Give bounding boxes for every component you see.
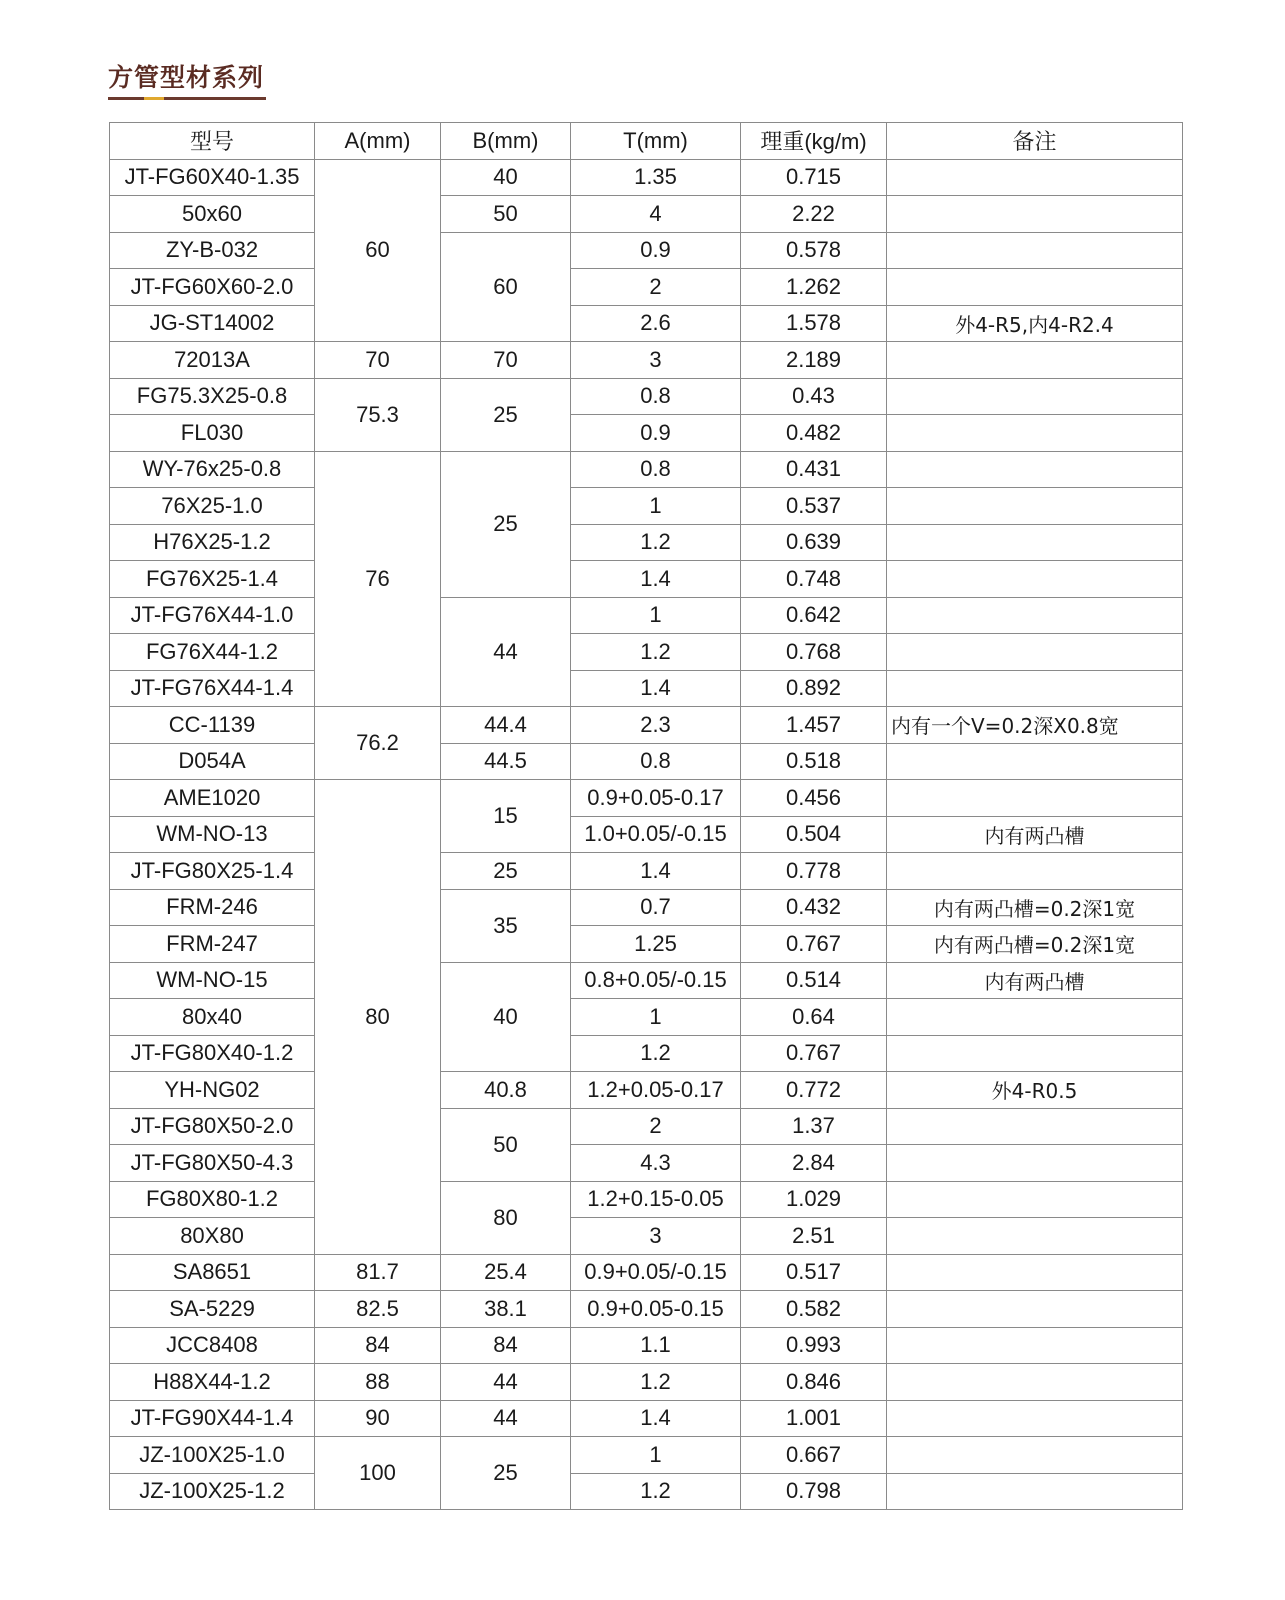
cell-note	[887, 1145, 1183, 1182]
cell-t: 0.9	[571, 232, 741, 269]
cell-weight: 0.772	[741, 1072, 887, 1109]
cell-model: FG76X44-1.2	[110, 634, 315, 671]
cell-note: 外4-R0.5	[887, 1072, 1183, 1109]
section-header	[108, 62, 266, 100]
cell-model: 80X80	[110, 1218, 315, 1255]
cell-weight: 2.22	[741, 196, 887, 233]
table-row	[110, 1291, 1183, 1328]
cell-t: 1.4	[571, 853, 741, 890]
table-row	[110, 1437, 1183, 1474]
cell-a: 84	[315, 1327, 441, 1364]
cell-model: ZY-B-032	[110, 232, 315, 269]
cell-t: 1.2	[571, 524, 741, 561]
cell-weight: 0.537	[741, 488, 887, 525]
cell-note	[887, 1181, 1183, 1218]
cell-note	[887, 1327, 1183, 1364]
cell-note: 外4-R5,内4-R2.4	[887, 305, 1183, 342]
table-row	[110, 1400, 1183, 1437]
cell-t: 1.4	[571, 561, 741, 598]
cell-note	[887, 1035, 1183, 1072]
cell-weight: 2.51	[741, 1218, 887, 1255]
cell-model: JT-FG80X50-4.3	[110, 1145, 315, 1182]
cell-model: 50x60	[110, 196, 315, 233]
cell-note	[887, 269, 1183, 306]
cell-weight: 2.84	[741, 1145, 887, 1182]
cell-b: 25.4	[441, 1254, 571, 1291]
cell-b: 25	[441, 378, 571, 451]
cell-weight: 0.456	[741, 780, 887, 817]
cell-weight: 0.715	[741, 159, 887, 196]
cell-b: 60	[441, 232, 571, 342]
cell-a: 100	[315, 1437, 441, 1510]
table-body	[110, 159, 1183, 1510]
table-row	[110, 816, 1183, 853]
cell-note	[887, 196, 1183, 233]
cell-b: 38.1	[441, 1291, 571, 1328]
cell-note	[887, 1291, 1183, 1328]
cell-t: 0.9+0.05-0.15	[571, 1291, 741, 1328]
table-row	[110, 999, 1183, 1036]
cell-weight: 0.767	[741, 1035, 887, 1072]
cell-note: 内有一个V=0.2深X0.8宽	[887, 707, 1183, 744]
cell-model: FL030	[110, 415, 315, 452]
cell-t: 1.4	[571, 670, 741, 707]
cell-a: 82.5	[315, 1291, 441, 1328]
table-row	[110, 962, 1183, 999]
cell-t: 3	[571, 1218, 741, 1255]
cell-weight: 0.482	[741, 415, 887, 452]
cell-b: 40.8	[441, 1072, 571, 1109]
cell-note	[887, 670, 1183, 707]
cell-note	[887, 780, 1183, 817]
cell-b: 80	[441, 1181, 571, 1254]
table-row	[110, 1108, 1183, 1145]
cell-note	[887, 561, 1183, 598]
cell-model: H88X44-1.2	[110, 1364, 315, 1401]
cell-model: CC-1139	[110, 707, 315, 744]
cell-t: 1.1	[571, 1327, 741, 1364]
cell-note	[887, 1254, 1183, 1291]
table-row	[110, 524, 1183, 561]
cell-t: 1.2	[571, 1364, 741, 1401]
cell-weight: 0.64	[741, 999, 887, 1036]
header-note: 备注	[887, 123, 1183, 160]
cell-t: 0.9	[571, 415, 741, 452]
cell-weight: 0.43	[741, 378, 887, 415]
table-row	[110, 451, 1183, 488]
cell-b: 25	[441, 853, 571, 890]
cell-a: 76.2	[315, 707, 441, 780]
cell-t: 1.4	[571, 1400, 741, 1437]
cell-a: 80	[315, 780, 441, 1255]
cell-weight: 0.798	[741, 1473, 887, 1510]
cell-t: 4.3	[571, 1145, 741, 1182]
cell-note	[887, 743, 1183, 780]
cell-model: JZ-100X25-1.2	[110, 1473, 315, 1510]
cell-b: 25	[441, 451, 571, 597]
table-row	[110, 1364, 1183, 1401]
cell-note	[887, 1437, 1183, 1474]
cell-b: 44.5	[441, 743, 571, 780]
table-row	[110, 378, 1183, 415]
cell-b: 35	[441, 889, 571, 962]
cell-t: 1.2	[571, 634, 741, 671]
cell-a: 76	[315, 451, 441, 707]
cell-note	[887, 1218, 1183, 1255]
cell-note	[887, 451, 1183, 488]
cell-weight: 0.582	[741, 1291, 887, 1328]
cell-model: FRM-246	[110, 889, 315, 926]
cell-model: JT-FG60X60-2.0	[110, 269, 315, 306]
page-title: 方管型材系列	[108, 63, 265, 92]
table-row	[110, 597, 1183, 634]
cell-t: 1.2+0.15-0.05	[571, 1181, 741, 1218]
cell-model: JT-FG90X44-1.4	[110, 1400, 315, 1437]
table-row	[110, 1327, 1183, 1364]
cell-t: 1.2	[571, 1035, 741, 1072]
cell-t: 1.35	[571, 159, 741, 196]
cell-b: 70	[441, 342, 571, 379]
cell-model: JT-FG80X50-2.0	[110, 1108, 315, 1145]
cell-t: 1	[571, 999, 741, 1036]
table-row	[110, 1035, 1183, 1072]
table-row	[110, 780, 1183, 817]
cell-t: 0.9+0.05-0.17	[571, 780, 741, 817]
cell-b: 44	[441, 1364, 571, 1401]
cell-a: 70	[315, 342, 441, 379]
cell-t: 1	[571, 1437, 741, 1474]
cell-b: 50	[441, 1108, 571, 1181]
spec-table	[109, 122, 1183, 1510]
cell-note	[887, 378, 1183, 415]
cell-weight: 0.517	[741, 1254, 887, 1291]
table-row	[110, 1072, 1183, 1109]
cell-model: WM-NO-13	[110, 816, 315, 853]
table-row	[110, 1145, 1183, 1182]
table-row	[110, 743, 1183, 780]
cell-t: 0.8	[571, 451, 741, 488]
cell-b: 40	[441, 962, 571, 1072]
header-row	[110, 123, 1183, 160]
cell-note: 内有两凸槽	[887, 962, 1183, 999]
cell-t: 1.0+0.05/-0.15	[571, 816, 741, 853]
cell-model: 76X25-1.0	[110, 488, 315, 525]
cell-t: 1	[571, 488, 741, 525]
cell-a: 81.7	[315, 1254, 441, 1291]
table-row	[110, 159, 1183, 196]
table-row	[110, 926, 1183, 963]
cell-b: 25	[441, 1437, 571, 1510]
cell-note: 内有两凸槽	[887, 816, 1183, 853]
cell-model: WM-NO-15	[110, 962, 315, 999]
cell-weight: 0.642	[741, 597, 887, 634]
cell-weight: 0.748	[741, 561, 887, 598]
cell-weight: 1.262	[741, 269, 887, 306]
cell-model: AME1020	[110, 780, 315, 817]
table-row	[110, 1473, 1183, 1510]
cell-weight: 0.431	[741, 451, 887, 488]
title-underline	[108, 97, 266, 100]
cell-note	[887, 1108, 1183, 1145]
cell-t: 0.8	[571, 743, 741, 780]
header-weight: 理重(kg/m)	[741, 123, 887, 160]
table-row	[110, 342, 1183, 379]
cell-model: JG-ST14002	[110, 305, 315, 342]
cell-note	[887, 342, 1183, 379]
header-a: A(mm)	[315, 123, 441, 160]
cell-a: 60	[315, 159, 441, 342]
cell-note: 内有两凸槽=0.2深1宽	[887, 889, 1183, 926]
cell-b: 44.4	[441, 707, 571, 744]
cell-weight: 0.578	[741, 232, 887, 269]
cell-t: 2.3	[571, 707, 741, 744]
table-row	[110, 634, 1183, 671]
header-b: B(mm)	[441, 123, 571, 160]
table-row	[110, 1254, 1183, 1291]
cell-weight: 0.432	[741, 889, 887, 926]
cell-b: 40	[441, 159, 571, 196]
cell-model: SA8651	[110, 1254, 315, 1291]
table-row	[110, 269, 1183, 306]
cell-t: 0.9+0.05/-0.15	[571, 1254, 741, 1291]
cell-model: JT-FG76X44-1.0	[110, 597, 315, 634]
table-row	[110, 561, 1183, 598]
cell-t: 1.2+0.05-0.17	[571, 1072, 741, 1109]
cell-model: D054A	[110, 743, 315, 780]
cell-model: JCC8408	[110, 1327, 315, 1364]
cell-model: JZ-100X25-1.0	[110, 1437, 315, 1474]
cell-model: JT-FG76X44-1.4	[110, 670, 315, 707]
cell-t: 0.8	[571, 378, 741, 415]
cell-t: 1.2	[571, 1473, 741, 1510]
cell-note	[887, 597, 1183, 634]
table-row	[110, 305, 1183, 342]
cell-weight: 2.189	[741, 342, 887, 379]
header-model: 型号	[110, 123, 315, 160]
cell-weight: 0.993	[741, 1327, 887, 1364]
title-underline-accent	[144, 97, 164, 100]
cell-note: 内有两凸槽=0.2深1宽	[887, 926, 1183, 963]
cell-weight: 0.504	[741, 816, 887, 853]
cell-weight: 0.767	[741, 926, 887, 963]
cell-model: JT-FG60X40-1.35	[110, 159, 315, 196]
cell-t: 0.7	[571, 889, 741, 926]
cell-t: 2	[571, 1108, 741, 1145]
cell-model: JT-FG80X25-1.4	[110, 853, 315, 890]
cell-b: 50	[441, 196, 571, 233]
cell-b: 44	[441, 1400, 571, 1437]
table-row	[110, 488, 1183, 525]
cell-weight: 0.892	[741, 670, 887, 707]
cell-weight: 0.518	[741, 743, 887, 780]
cell-weight: 0.639	[741, 524, 887, 561]
cell-model: 72013A	[110, 342, 315, 379]
cell-weight: 0.778	[741, 853, 887, 890]
cell-note	[887, 1364, 1183, 1401]
cell-weight: 1.578	[741, 305, 887, 342]
table-row	[110, 232, 1183, 269]
cell-model: FG75.3X25-0.8	[110, 378, 315, 415]
cell-model: JT-FG80X40-1.2	[110, 1035, 315, 1072]
table-row	[110, 1218, 1183, 1255]
cell-note	[887, 853, 1183, 890]
cell-b: 44	[441, 597, 571, 707]
cell-t: 1	[571, 597, 741, 634]
cell-a: 75.3	[315, 378, 441, 451]
table-row	[110, 707, 1183, 744]
cell-model: FG76X25-1.4	[110, 561, 315, 598]
table-header	[110, 123, 1183, 160]
table-row	[110, 1181, 1183, 1218]
cell-note	[887, 524, 1183, 561]
cell-model: FRM-247	[110, 926, 315, 963]
cell-note	[887, 232, 1183, 269]
cell-weight: 1.37	[741, 1108, 887, 1145]
cell-note	[887, 634, 1183, 671]
cell-model: WY-76x25-0.8	[110, 451, 315, 488]
cell-model: YH-NG02	[110, 1072, 315, 1109]
cell-t: 0.8+0.05/-0.15	[571, 962, 741, 999]
cell-t: 4	[571, 196, 741, 233]
cell-note	[887, 1473, 1183, 1510]
cell-t: 2	[571, 269, 741, 306]
cell-weight: 0.846	[741, 1364, 887, 1401]
cell-weight: 0.667	[741, 1437, 887, 1474]
cell-a: 90	[315, 1400, 441, 1437]
table-row	[110, 889, 1183, 926]
cell-t: 1.25	[571, 926, 741, 963]
cell-weight: 0.768	[741, 634, 887, 671]
table-row	[110, 670, 1183, 707]
cell-note	[887, 999, 1183, 1036]
header-t: T(mm)	[571, 123, 741, 160]
cell-a: 88	[315, 1364, 441, 1401]
cell-weight: 1.001	[741, 1400, 887, 1437]
cell-b: 15	[441, 780, 571, 853]
cell-model: 80x40	[110, 999, 315, 1036]
cell-model: H76X25-1.2	[110, 524, 315, 561]
cell-t: 2.6	[571, 305, 741, 342]
cell-note	[887, 1400, 1183, 1437]
cell-note	[887, 415, 1183, 452]
cell-model: FG80X80-1.2	[110, 1181, 315, 1218]
cell-t: 3	[571, 342, 741, 379]
cell-weight: 0.514	[741, 962, 887, 999]
cell-weight: 1.457	[741, 707, 887, 744]
cell-note	[887, 159, 1183, 196]
table-row	[110, 415, 1183, 452]
cell-note	[887, 488, 1183, 525]
cell-weight: 1.029	[741, 1181, 887, 1218]
cell-model: SA-5229	[110, 1291, 315, 1328]
cell-b: 84	[441, 1327, 571, 1364]
table-row	[110, 196, 1183, 233]
table-row	[110, 853, 1183, 890]
